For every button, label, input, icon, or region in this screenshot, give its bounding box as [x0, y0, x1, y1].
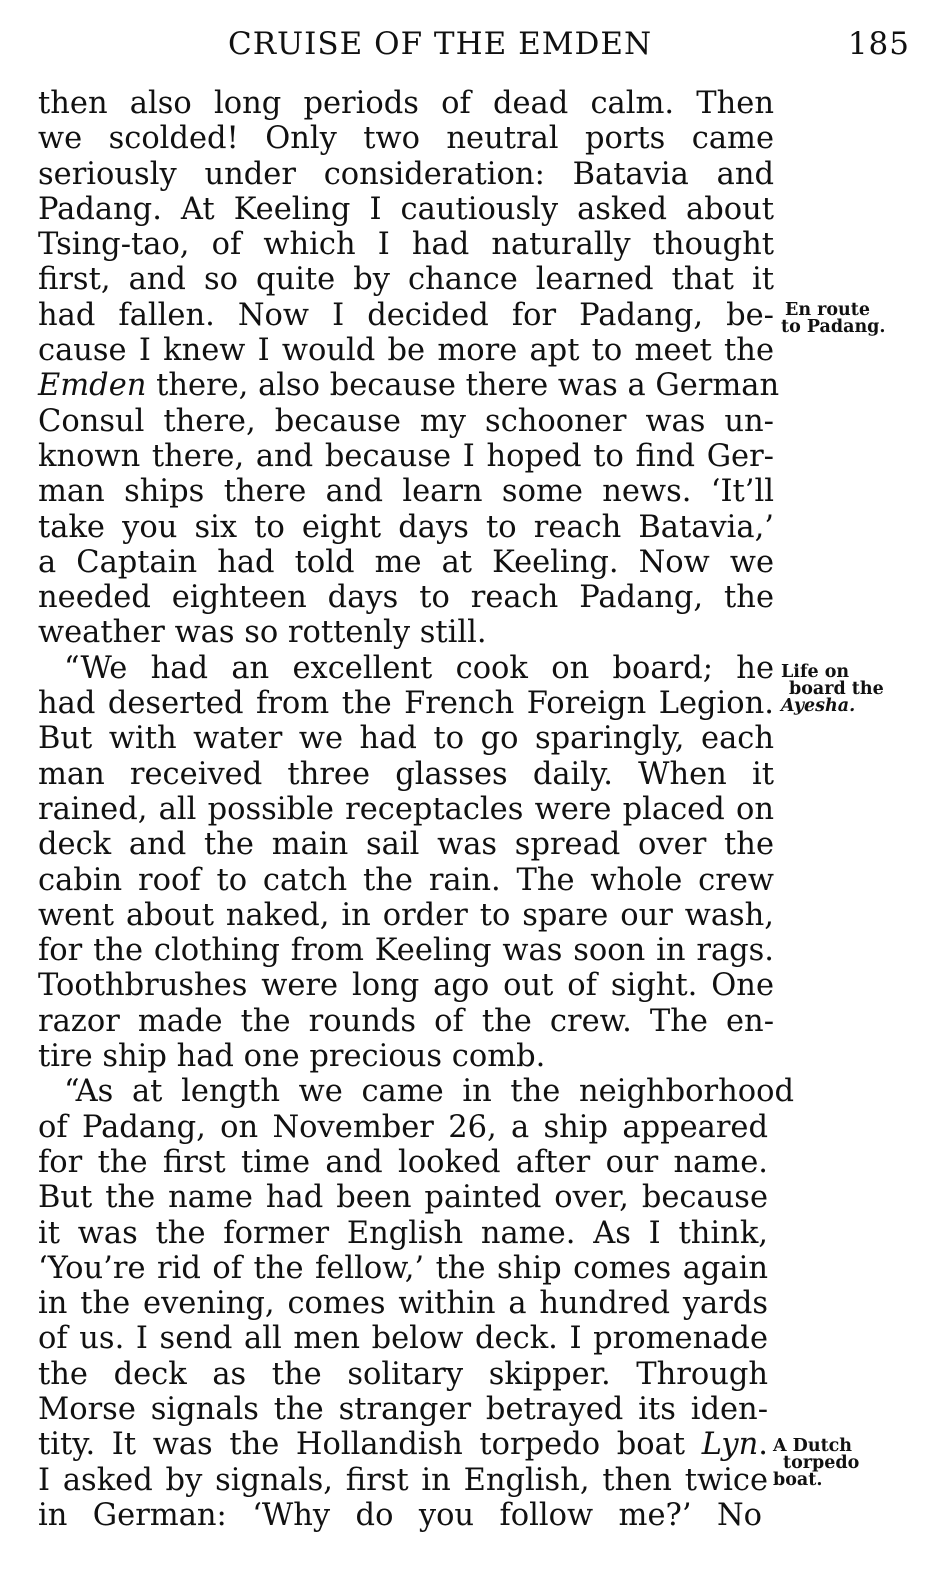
ship-name: Lyn: [701, 1427, 759, 1463]
text-line: Toothbrushes were long ago out of sight. One: [38, 968, 774, 1004]
text-line: Morse signals the stranger betrayed its iden-: [38, 1391, 768, 1427]
text-line: then also long periods of dead calm. Then: [38, 86, 774, 121]
text-line: But with water we had to go sparingly, each: [38, 721, 774, 757]
ship-name: Emden: [38, 368, 147, 404]
text-line: for the first time and looked after our name.: [38, 1144, 768, 1180]
sidenote-line: boat.: [773, 1470, 823, 1490]
sidenote-ship-name: Ayesha.: [781, 696, 856, 716]
sidenote-line: board the: [789, 679, 884, 699]
text-line: had fallen. Now I decided for Padang, be-: [38, 297, 774, 333]
sidenote-line: to Padang.: [781, 317, 886, 337]
text-line: take you six to eight days to reach Batavia,’: [38, 509, 774, 545]
text-line: seriously under consideration: Batavia and: [38, 156, 774, 192]
text-line: rained, all possible receptacles were placed on: [38, 791, 774, 827]
text-line: Padang. At Keeling I cautiously asked about: [38, 191, 774, 227]
page-number: 185: [847, 26, 910, 62]
sidenote-line: Life on: [781, 662, 850, 682]
text-line: Consul there, because my schooner was un-: [38, 403, 774, 439]
sidenote-life-on-board: [781, 664, 884, 715]
text-line: had deserted from the French Foreign Legion.: [38, 686, 774, 722]
text-line: first, and so quite by chance learned that it: [38, 262, 774, 298]
text-line: “As at length we came in the neighborhood: [64, 1074, 794, 1110]
sidenote-line: En route: [785, 300, 870, 320]
text-line: of us. I send all men below deck. I promenade: [38, 1321, 768, 1357]
text-line: Emden there, also because there was a German: [38, 368, 780, 404]
sidenote-line: torpedo: [783, 1453, 860, 1473]
running-title: CRUISE OF THE EMDEN: [228, 26, 653, 62]
text-line: tity. It was the Hollandish torpedo boat Lyn.: [38, 1427, 768, 1463]
text-line: deck and the main sail was spread over the: [38, 827, 774, 863]
text-line: razor made the rounds of the crew. The en-: [38, 1003, 774, 1039]
text-line: ‘You’re rid of the fellow,’ the ship comes again: [38, 1250, 768, 1286]
sidenote-dutch-torpedo-boat: [773, 1438, 859, 1489]
text-line: tire ship had one precious comb.: [38, 1039, 546, 1075]
text-line: Tsing-tao, of which I had naturally thought: [38, 227, 774, 263]
text-line: I asked by signals, first in English, then twice: [38, 1462, 768, 1498]
text-line: man received three glasses daily. When it: [38, 756, 774, 792]
text-line: weather was so rottenly still.: [38, 615, 487, 651]
running-head: [0, 26, 950, 70]
text-line: we scolded! Only two neutral ports came: [38, 121, 774, 157]
text-line: a Captain had told me at Keeling. Now we: [38, 544, 774, 580]
sidenote-en-route: [781, 302, 886, 336]
text-line: in the evening, comes within a hundred yards: [38, 1286, 768, 1322]
text-line: man ships there and learn some news. ‘It’ll: [38, 474, 774, 510]
text-line: “We had an excellent cook on board; he: [64, 650, 774, 686]
text-line: in German: ‘Why do you follow me?’ No: [38, 1497, 762, 1533]
text-line: it was the former English name. As I think,: [38, 1215, 768, 1251]
text-line: known there, and because I hoped to find Ger-: [38, 438, 774, 474]
text-line: went about naked, in order to spare our wash,: [38, 897, 774, 933]
body-text: [38, 86, 794, 1533]
text-line: cause I knew I would be more apt to meet the: [38, 333, 774, 369]
text-line: But the name had been painted over, because: [38, 1180, 768, 1216]
text-line: needed eighteen days to reach Padang, the: [38, 580, 774, 616]
text-line: cabin roof to catch the rain. The whole crew: [38, 862, 774, 898]
text-line: the deck as the solitary skipper. Through: [38, 1356, 768, 1392]
sidenote-line: [781, 698, 884, 715]
text-line: of Padang, on November 26, a ship appeared: [38, 1109, 768, 1145]
sidenote-line: A Dutch: [773, 1436, 853, 1456]
text-line: for the clothing from Keeling was soon in rags.: [38, 933, 774, 969]
